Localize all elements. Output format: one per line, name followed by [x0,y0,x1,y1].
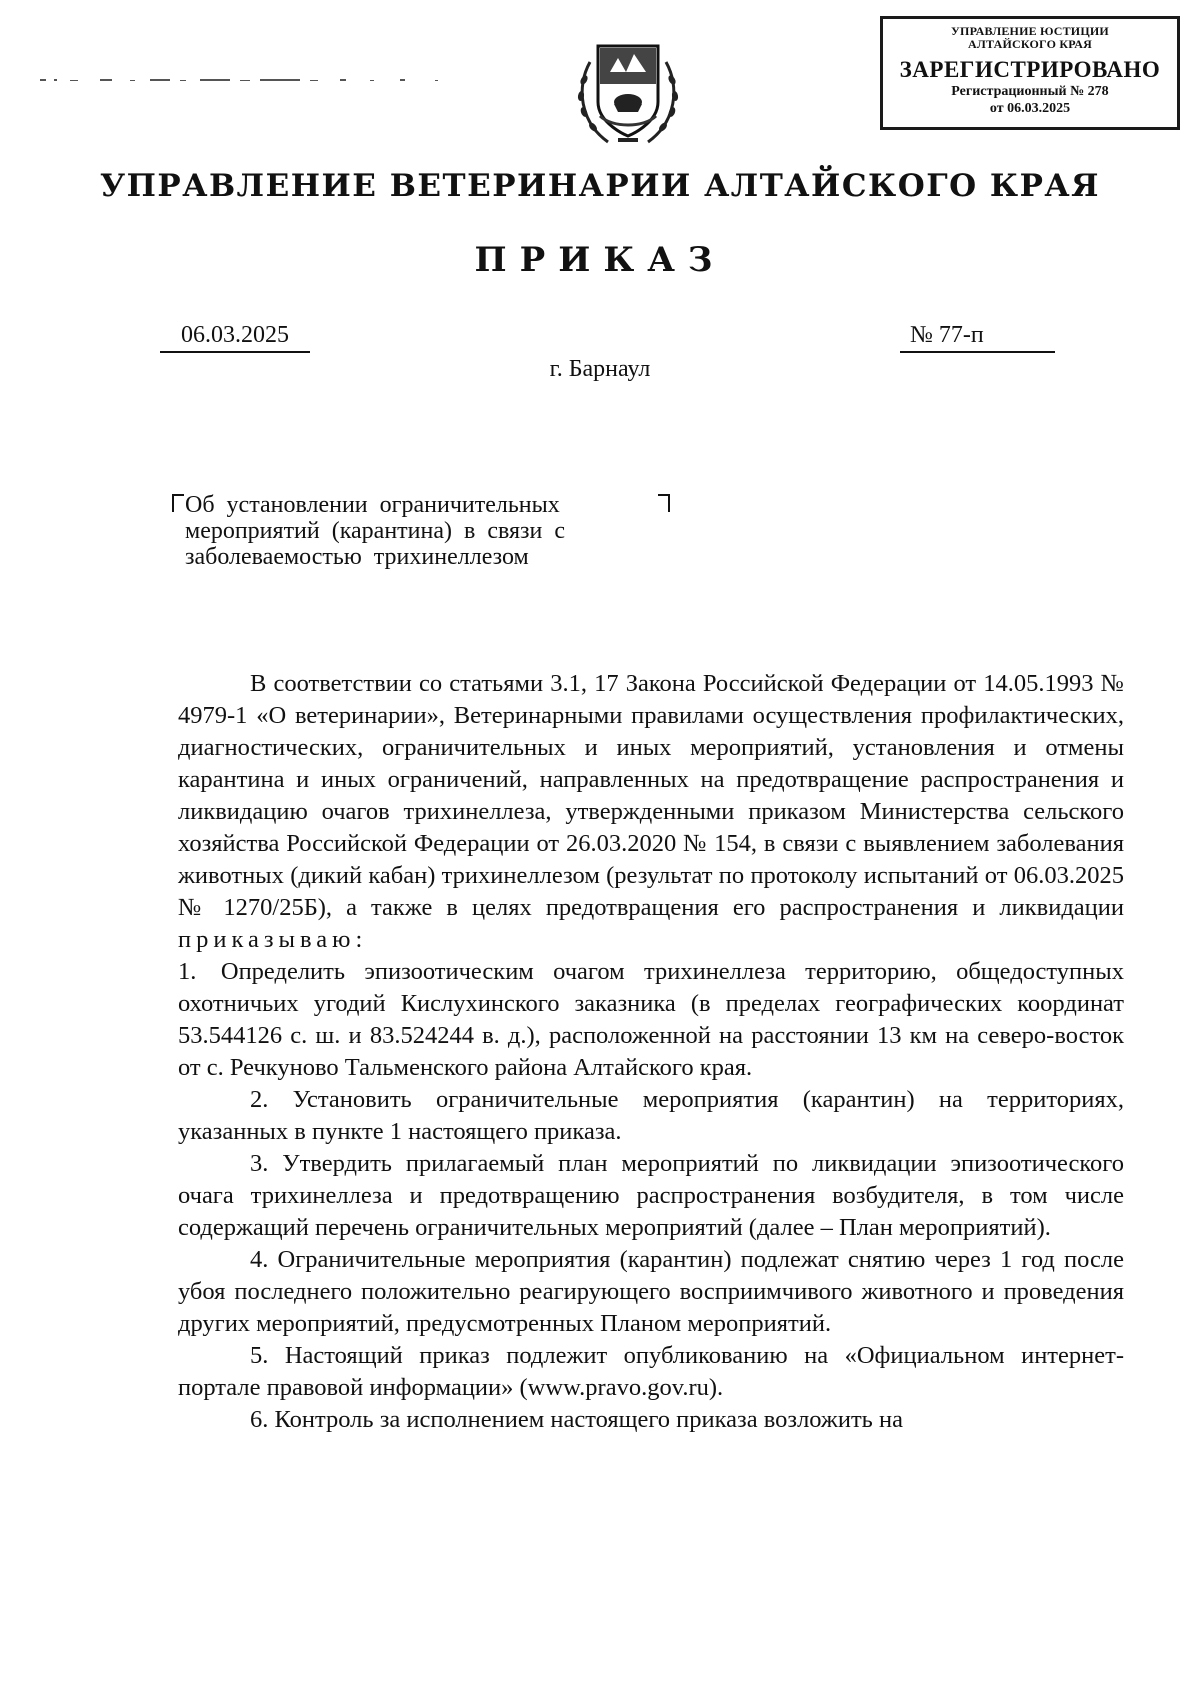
scan-noise [40,76,460,84]
organization-title: УПРАВЛЕНИЕ ВЕТЕРИНАРИИ АЛТАЙСКОГО КРАЯ [99,168,1101,204]
registration-stamp [880,16,1180,130]
item-4: 4. Ограничительные мероприятия (карантин) подлежат снятию через 1 год после убоя последнего положительно реагирующего восприимчивого животного и проведения других мероприятий, предусмотренных Планом мероприятий. [178,1246,1124,1337]
item-6: 6. Контроль за исполнением настоящего приказа возложить на [250,1406,903,1433]
stamp-reg-date: от 06.03.2025 [989,101,1071,116]
item-5: 5. Настоящий приказ подлежит опубликованию на «Официальном интернет-портале правовой информации» (www.pravo.gov.ru). [178,1342,1124,1401]
stamp-status: ЗАРЕГИСТРИРОВАНО [899,57,1161,82]
subject-corner-left [172,494,184,512]
item-2: 2. Установить ограничительные мероприятия (карантин) на территориях, указанных в пункте 1 настоящего приказа. [178,1086,1124,1145]
preamble-text: В соответствии со статьями 3.1, 17 Закона Российской Федерации от 14.05.1993 № 4979-1 «О ветеринарии», Ветеринарными правилами осуществления профилактических, диагностических, ограничительных и иных мероприятий, установления и отмены карантина и иных ограничений, направленных на предотвращение распространения и ликвидацию очагов трихинеллеза, утвержденными приказом Министерства сельского хозяйства Российской Федерации от 26.03.2020 № 154, в связи с выявлением заболевания животных (дикий кабан) трихинеллезом (результат по протоколу испытаний от 06.03.2025 № 1270/25Б), а также в целях предотвращения его распространения и ликвидации [178,670,1124,921]
stamp-reg-number: Регистрационный № 278 [951,84,1109,99]
order-date: 06.03.2025 [160,322,310,353]
order-word: приказываю: [178,926,368,953]
item-1: 1. Определить эпизоотическим очагом трихинеллеза территорию, общедоступных охотничьих угодий Кислухинского заказника (в пределах географических координат 53.544126 с. ш. и 83.524244 в. д.), расположенной на расстоянии 13 км на северо-восток от с. Речкуново Тальменского района Алтайского края. [178,958,1124,1081]
document-type-title: ПРИКАЗ [474,240,726,280]
city: г. Барнаул [549,356,651,382]
coat-of-arms-icon [568,32,688,152]
item-3: 3. Утвердить прилагаемый план мероприятий по ликвидации эпизоотического очага трихинеллеза и предотвращению распространения возбудителя, в том числе содержащий перечень ограничительных мероприятий (далее – План мероприятий). [178,1150,1124,1241]
order-subject: Об установлении ограничительных мероприятий (карантина) в связи с заболеваемостью трихинеллезом [185,492,566,570]
preamble-paragraph [178,668,1124,956]
order-number: № 77-п [900,322,1055,353]
stamp-org-line1: УПРАВЛЕНИЕ ЮСТИЦИИ [951,24,1109,38]
order-body [178,668,1124,1436]
stamp-org-line2: АЛТАЙСКОГО КРАЯ [968,37,1092,51]
subject-corner-right [658,494,670,512]
